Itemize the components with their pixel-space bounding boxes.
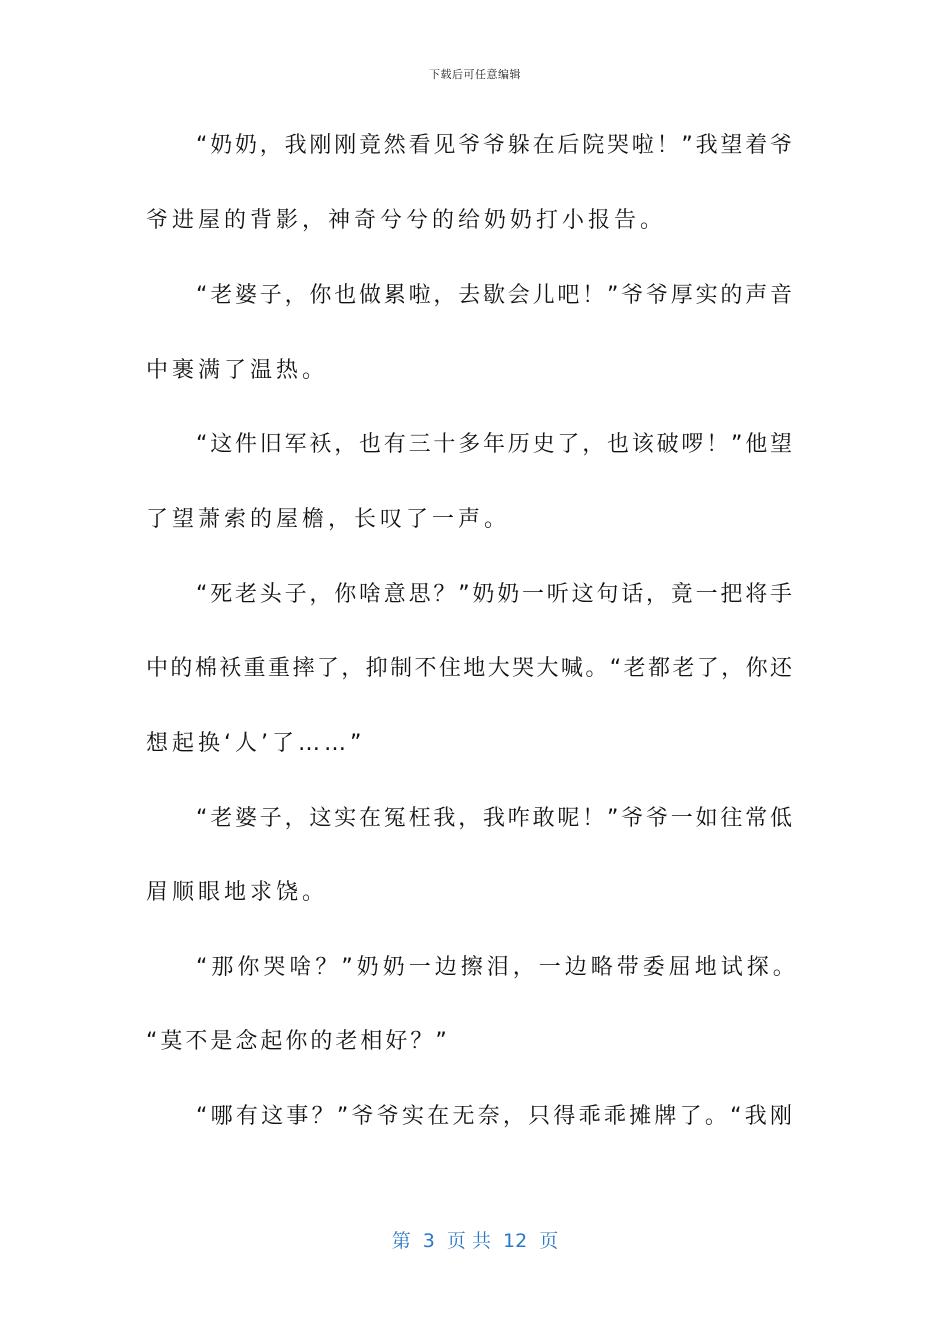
text-line-5: “这件旧军袄，也有三十多年历史了，也该破啰！”他望 (196, 432, 792, 457)
text-line-11: 眉顺眼地求饶。 (146, 880, 329, 905)
text-line-12: “那你哭啥？”奶奶一边擦泪，一边略带委屈地试探。 (196, 955, 799, 980)
text-line-1: “奶奶，我刚刚竟然看见爷爷躲在后院哭啦！”我望着爷 (196, 133, 792, 158)
text-line-9: 想起换‘人’了……” (146, 731, 366, 756)
text-line-2: 爷进屋的背影，神奇兮兮的给奶奶打小报告。 (146, 208, 667, 233)
text-line-13: “莫不是念起你的老相好？” (146, 1029, 450, 1054)
text-line-3: “老婆子，你也做累啦，去歇会儿吧！”爷爷厚实的声音 (196, 283, 792, 308)
text-line-6: 了望萧索的屋檐，长叹了一声。 (146, 507, 511, 532)
text-line-14: “哪有这事？”爷爷实在无奈，只得乖乖摊牌了。“我刚 (196, 1104, 792, 1129)
text-line-8: 中的棉袄重重摔了，抑制不住地大哭大喊。“老都老了，你还 (146, 656, 792, 681)
page-number-footer: 第 3 页 共 12 页 (391, 1230, 559, 1252)
text-line-10: “老婆子，这实在冤枉我，我咋敢呢！”爷爷一如往常低 (196, 806, 792, 831)
text-line-4: 中裹满了温热。 (146, 358, 329, 383)
page-header-note: 下载后可任意编辑 (429, 68, 521, 81)
text-line-7: “死老头子，你啥意思？”奶奶一听这句话，竟一把将手 (196, 582, 792, 607)
